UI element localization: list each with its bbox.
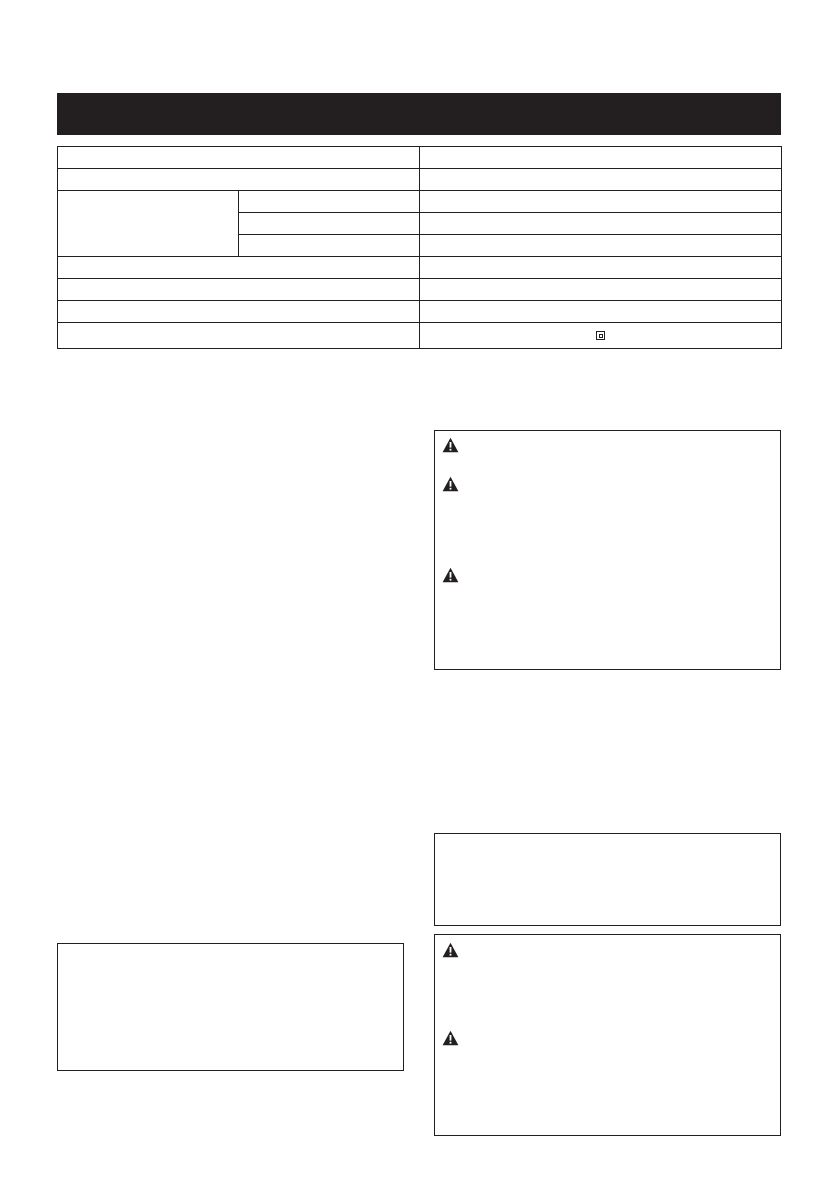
spec-label [58,279,420,301]
section-header-bar [57,93,781,135]
spec-label [58,323,420,349]
table-row [58,301,782,323]
spec-label [58,147,420,169]
warning-triangle-icon [442,476,459,492]
spec-label [58,169,420,191]
note-box-right [434,833,781,926]
spec-sublabel [239,235,420,257]
warning-box-top [434,430,781,670]
spec-sublabel [239,213,420,235]
spec-group-label [58,191,239,257]
spec-value [420,191,782,213]
spec-value [420,257,782,279]
warning-triangle-icon [442,567,459,583]
spec-label [58,257,420,279]
spec-value-cell [420,323,782,349]
spec-value [420,279,782,301]
warning-triangle-icon [442,942,459,958]
table-row [58,169,782,191]
spec-value [420,147,782,169]
specifications-table [57,146,782,349]
warning-triangle-icon [442,1030,459,1046]
warning-box-bottom [434,934,781,1136]
spec-value [420,213,782,235]
spec-label [58,301,420,323]
double-insulation-icon [596,331,605,340]
table-row [58,279,782,301]
warning-triangle-icon [442,437,459,453]
table-row [58,147,782,169]
spec-value [420,235,782,257]
spec-sublabel [239,191,420,213]
note-box-left [57,943,404,1071]
spec-value [420,301,782,323]
table-row [58,323,782,349]
table-row [58,257,782,279]
spec-value [420,169,782,191]
table-row [58,191,782,213]
